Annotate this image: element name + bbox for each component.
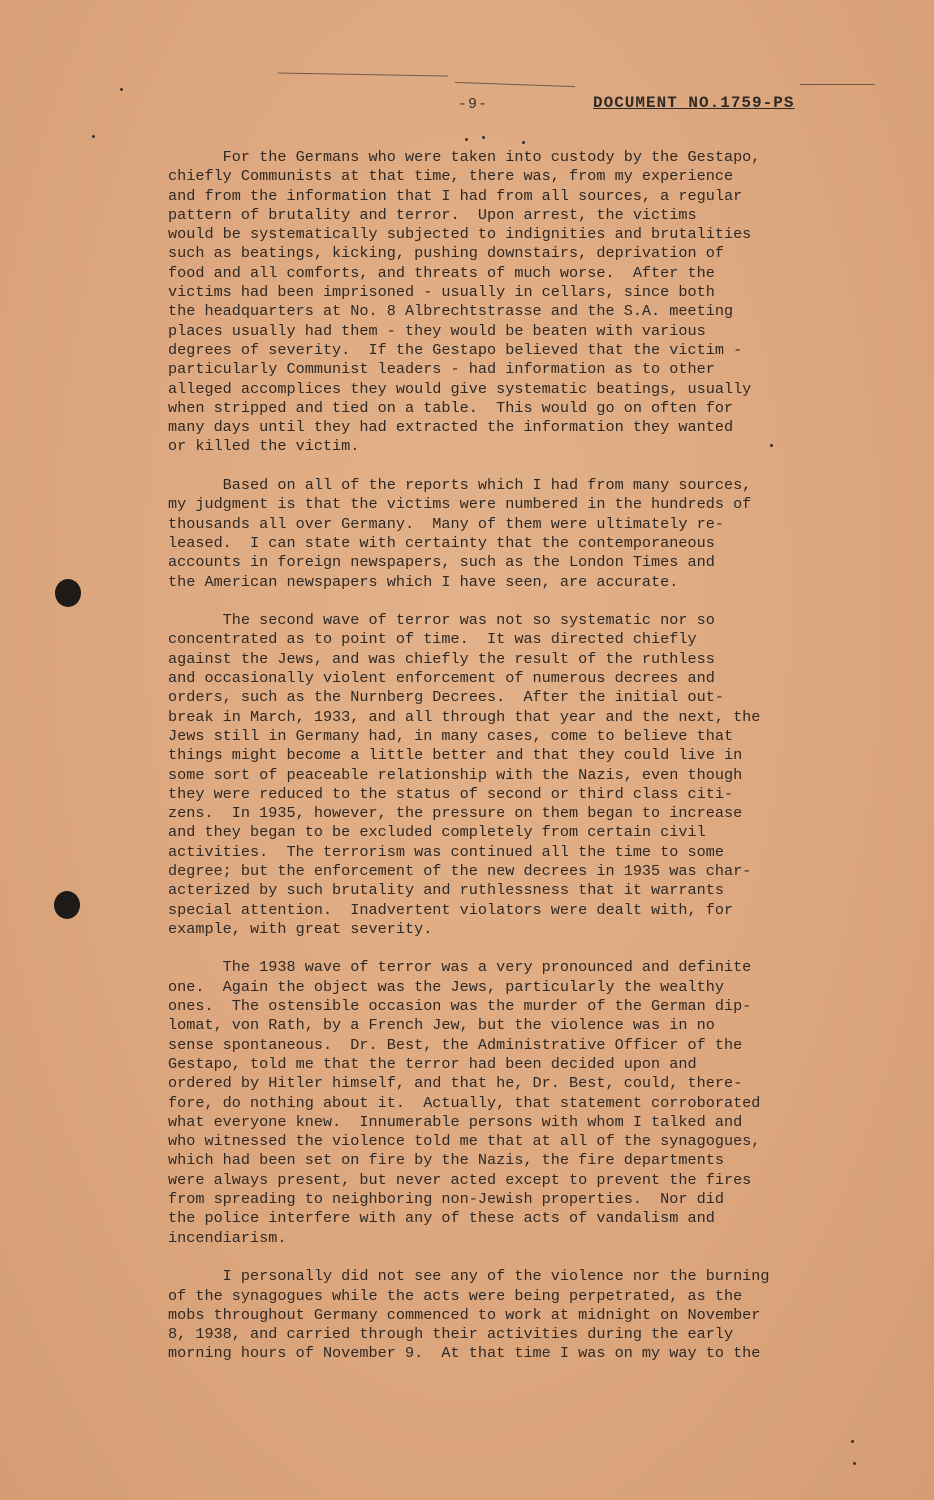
speck [120,88,123,91]
text-line: incendiarism. [168,1228,287,1247]
text-line: of the synagogues while the acts were being perpetrated, as the [168,1286,743,1305]
text-line: what everyone knew. Innumerable persons with whom I talked and [168,1112,743,1131]
punch-hole-bottom [54,891,80,919]
speck [853,1462,856,1465]
text-line: Jews still in Germany had, in many cases, come to believe that [168,726,734,745]
text-line: things might become a little better and that they could live in [168,746,743,765]
text-line: degree; but the enforcement of the new decrees in 1935 was char- [168,861,752,880]
text-line: against the Jews, and was chiefly the result of the ruthless [168,649,715,668]
text-line: many days until they had extracted the information they wanted [168,418,734,437]
text-line: when stripped and tied on a table. This would go on often for [168,398,734,417]
text-line: leased. I can state with certainty that the contemporaneous [168,533,715,552]
text-line: my judgment is that the victims were numbered in the hundreds of [168,495,752,514]
text-line: degrees of severity. If the Gestapo believed that the victim - [168,340,743,359]
text-line: The 1938 wave of terror was a very pronounced and definite [168,958,752,977]
paragraph-4 [168,958,796,1247]
text-line: ordered by Hitler himself, and that he, Dr. Best, could, there- [168,1074,743,1093]
text-line: alleged accomplices they would give systematic beatings, usually [168,379,752,398]
text-line: particularly Communist leaders - had information as to other [168,360,715,379]
text-line: such as beatings, kicking, pushing downstairs, deprivation of [168,244,724,263]
text-line: The second wave of terror was not so systematic nor so [168,611,715,630]
text-line: concentrated as to point of time. It was directed chiefly [168,630,697,649]
speck [851,1440,854,1443]
paragraph-1 [168,148,796,457]
text-line: zens. In 1935, however, the pressure on them began to increase [168,804,743,823]
text-line: example, with great severity. [168,919,433,938]
document-body [168,148,796,1383]
text-line: places usually had them - they would be beaten with various [168,321,706,340]
speck [92,135,95,138]
text-line: and occasionally violent enforcement of numerous decrees and [168,669,715,688]
paragraph-2 [168,476,796,592]
text-line: victims had been imprisoned - usually in cellars, since both [168,283,715,302]
text-line: acterized by such brutality and ruthlessness that it warrants [168,881,724,900]
text-line: Gestapo, told me that the terror had been decided upon and [168,1054,697,1073]
text-line: some sort of peaceable relationship with the Nazis, even though [168,765,743,784]
speck [482,136,485,139]
text-line: and they began to be excluded completely from certain civil [168,823,706,842]
text-line: special attention. Inadvertent violators were dealt with, for [168,900,734,919]
text-line: they were reduced to the status of second or third class citi- [168,784,734,803]
text-line: the headquarters at No. 8 Albrechtstrasse and the S.A. meeting [168,302,734,321]
header-rule-middle [455,82,575,87]
text-line: who witnessed the violence told me that at all of the synagogues, [168,1132,761,1151]
text-line: ones. The ostensible occasion was the murder of the German dip- [168,997,752,1016]
text-line: activities. The terrorism was continued all the time to some [168,842,724,861]
speck [522,141,525,144]
text-line: and from the information that I had from all sources, a regular [168,186,743,205]
text-line: thousands all over Germany. Many of them were ultimately re- [168,514,724,533]
text-line: pattern of brutality and terror. Upon arrest, the victims [168,205,697,224]
text-line: would be systematically subjected to indignities and brutalities [168,225,752,244]
punch-hole-top [55,579,81,607]
speck [465,138,468,141]
text-line: accounts in foreign newspapers, such as the London Times and [168,553,715,572]
text-line: the American newspapers which I have seen, are accurate. [168,572,679,591]
page-number: -9- [458,96,489,113]
header-rule-right [800,84,875,85]
text-line: orders, such as the Nurnberg Decrees. After the initial out- [168,688,724,707]
text-line: fore, do nothing about it. Actually, that statement corroborated [168,1093,761,1112]
text-line: break in March, 1933, and all through that year and the next, the [168,707,761,726]
text-line: lomat, von Rath, by a French Jew, but the violence was in no [168,1016,715,1035]
text-line: from spreading to neighboring non-Jewish properties. Nor did [168,1190,724,1209]
text-line: the police interfere with any of these acts of vandalism and [168,1209,715,1228]
text-line: chiefly Communists at that time, there was, from my experience [168,167,734,186]
paragraph-3 [168,611,796,939]
header-rule-left [278,73,448,77]
paragraph-5 [168,1267,796,1363]
text-line: 8, 1938, and carried through their activities during the early [168,1325,734,1344]
text-line: or killed the victim. [168,437,360,456]
text-line: one. Again the object was the Jews, particularly the wealthy [168,977,724,996]
text-line: which had been set on fire by the Nazis, the fire departments [168,1151,724,1170]
text-line: I personally did not see any of the violence nor the burning [168,1267,770,1286]
document-number: DOCUMENT NO.1759-PS [593,94,795,112]
text-line: were always present, but never acted except to prevent the fires [168,1170,752,1189]
text-line: Based on all of the reports which I had from many sources, [168,476,752,495]
text-line: For the Germans who were taken into custody by the Gestapo, [168,148,761,166]
text-line: sense spontaneous. Dr. Best, the Administrative Officer of the [168,1035,743,1054]
text-line: mobs throughout Germany commenced to work at midnight on November [168,1305,761,1324]
text-line: food and all comforts, and threats of much worse. After the [168,263,715,282]
text-line: morning hours of November 9. At that time I was on my way to the [168,1344,761,1363]
